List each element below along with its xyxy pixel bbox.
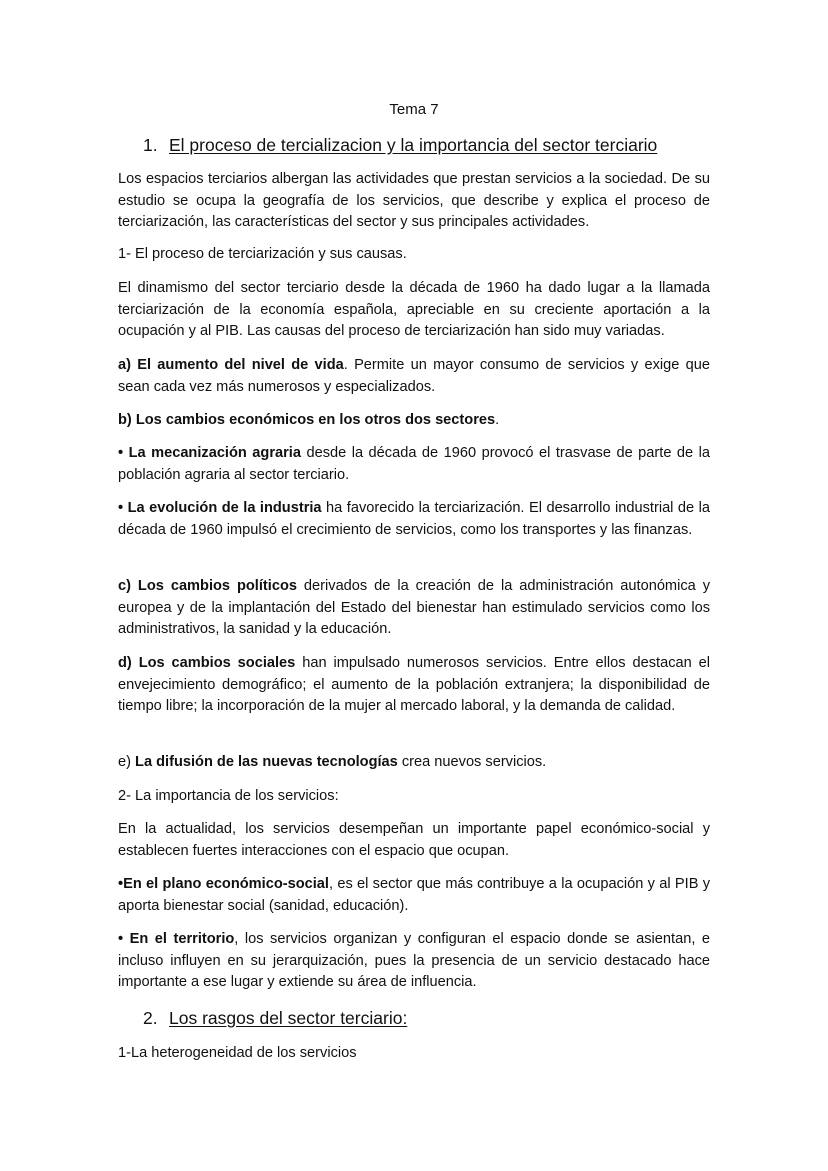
- bullet-territorio-heading: • En el territorio: [118, 931, 235, 947]
- document-title: Tema 7: [389, 101, 439, 118]
- cause-e-heading: La difusión de las nuevas tecnologías: [135, 754, 398, 770]
- subsection-1-paragraph: El dinamismo del sector terciario desde la década de 1960 ha dado lugar a la llamada terciarización de la economía española, apreciable en su creciente aportación a la ocupación y al PIB. Las causas del proceso de terciarización han sido muy variadas.: [118, 280, 710, 339]
- section-1-heading: [143, 133, 657, 157]
- cause-c-paragraph: [118, 576, 710, 641]
- cause-b-heading: b) Los cambios económicos en los otros dos sectores: [118, 412, 496, 428]
- bullet-economico-text: , es el sector que más contribuye a la ocupación y al PIB y aporta bienestar social (sanidad, educación).: [118, 876, 711, 914]
- cause-c-heading: c) Los cambios políticos: [118, 578, 297, 594]
- cause-a-text: . Permite un mayor consumo de servicios y exige que sean cada vez más numerosos y especializados.: [118, 357, 710, 395]
- cause-d-heading: d) Los cambios sociales: [118, 655, 296, 671]
- bullet-industria: [118, 498, 710, 541]
- bullet-agraria: [118, 443, 710, 486]
- section-2-heading: [143, 1006, 407, 1030]
- subsection-3-title: 1-La heterogeneidad de los servicios: [118, 1045, 357, 1061]
- cause-a-heading: a) El aumento del nivel de vida: [118, 357, 344, 373]
- cause-e-paragraph: [118, 752, 710, 774]
- cause-e-text: crea nuevos servicios.: [397, 754, 547, 770]
- bullet-economico-heading: •En el plano económico-social: [118, 876, 329, 892]
- intro-paragraph: Los espacios terciarios albergan las actividades que prestan servicios a la sociedad. De su estudio se ocupa la geografía de los servicios, que describe y explica el proceso de terciarización, las características del sector y sus principales actividades.: [118, 171, 710, 230]
- bullet-agraria-heading: • La mecanización agraria: [118, 445, 301, 461]
- cause-b-text: .: [495, 412, 500, 428]
- subsection-1-title: 1- El proceso de terciarización y sus causas.: [118, 246, 407, 262]
- bullet-territorio-text: , los servicios organizan y configuran el espacio donde se asientan, e incluso influyen en su jerarquización, pues la presencia de un servicio destacado hace importante a ese lugar y extiende su área de influencia.: [118, 931, 711, 990]
- cause-c-text: derivados de la creación de la administración autonómica y europea y de la implantación del Estado del bienestar han estimulado servicios como los administrativos, la sanidad y la educación.: [118, 578, 710, 637]
- section-2-title: Los rasgos del sector terciario:: [169, 1008, 408, 1028]
- bullet-industria-heading: • La evolución de la industria: [118, 500, 322, 516]
- bullet-territorio: [118, 929, 710, 994]
- cause-b-paragraph: [118, 410, 710, 432]
- subsection-2-title: 2- La importancia de los servicios:: [118, 788, 339, 804]
- section-2-number: 2.: [143, 1008, 158, 1028]
- cause-d-paragraph: [118, 653, 710, 718]
- cause-e-prefix: e): [118, 754, 136, 770]
- section-1-number: 1.: [143, 135, 158, 155]
- bullet-industria-text: ha favorecido la terciarización. El desarrollo industrial de la década de 1960 impulsó el crecimiento de servicios, como los transportes y las finanzas.: [118, 500, 711, 538]
- cause-a-paragraph: [118, 355, 710, 398]
- section-1-title: El proceso de tercializacion y la importancia del sector terciario: [169, 135, 658, 155]
- bullet-economico-social: [118, 874, 710, 917]
- cause-d-text: han impulsado numerosos servicios. Entre ellos destacan el envejecimiento demográfico; el aumento de la población extranjera; la disponibilidad de tiempo libre; la incorporación de la mujer al mercado laboral, y la demanda de calidad.: [118, 655, 710, 714]
- bullet-agraria-text: desde la década de 1960 provocó el trasvase de parte de la población agraria al sector terciario.: [118, 445, 710, 483]
- subsection-2-paragraph: En la actualidad, los servicios desempeñan un importante papel económico-social y establecen fuertes interacciones con el espacio que ocupan.: [118, 821, 710, 859]
